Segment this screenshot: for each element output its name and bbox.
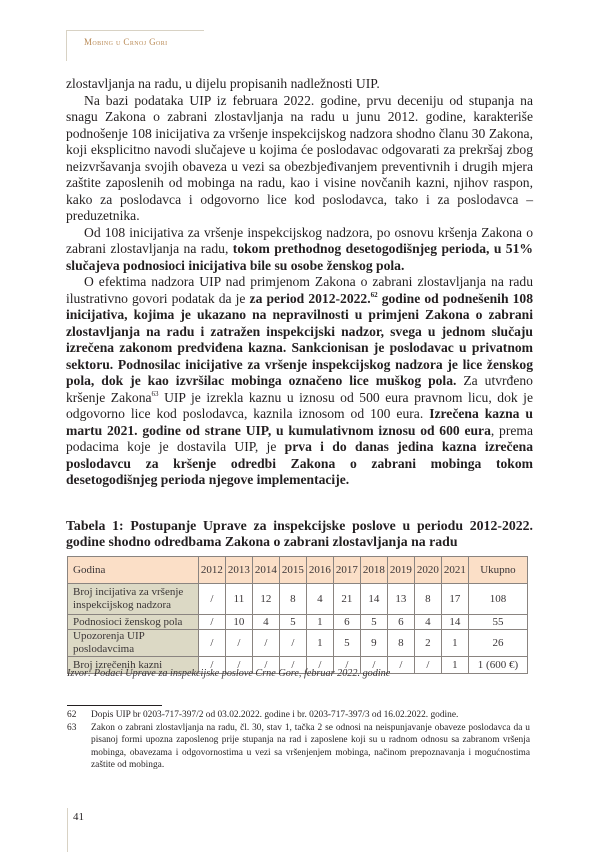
header-cell: 2014	[252, 557, 279, 584]
header-cell: 2016	[306, 557, 333, 584]
table-cell: /	[225, 657, 252, 674]
footnote-63	[67, 722, 530, 772]
paragraph-4-bold-3: prva i do danas jedina kazna izrečena poslodavcu za kršenje odredbi Zakona o zabrani mobinga tokom desetogodišnjeg perioda njegove implementacije.	[66, 439, 533, 487]
footnote-divider	[67, 705, 162, 706]
table-row	[68, 615, 528, 630]
table-cell: /	[333, 657, 360, 674]
table-cell: /	[387, 657, 414, 674]
table-cell: 4	[252, 615, 279, 630]
table-cell: 2	[414, 630, 441, 657]
table-cell: /	[225, 630, 252, 657]
table-cell: /	[252, 657, 279, 674]
table-cell: /	[252, 630, 279, 657]
table-cell: 9	[360, 630, 387, 657]
table-cell: 4	[414, 615, 441, 630]
table-cell: 13	[387, 584, 414, 615]
footnote-number: 62	[67, 710, 77, 720]
table-cell: /	[198, 584, 225, 615]
table-cell-total: 108	[468, 584, 527, 615]
paragraph-3-bold: tokom prethodnog desetogodišnjeg perioda, u 51% slučajeva podnosioci inicijativa bile su osobe ženskog pola.	[66, 241, 533, 273]
table-cell: 4	[306, 584, 333, 615]
data-table	[67, 556, 528, 674]
footnote-ref-62[interactable]: 62	[370, 290, 378, 299]
table-cell: 8	[414, 584, 441, 615]
running-header-title: Mobing u Crnoj Gori	[84, 37, 168, 47]
paragraph-2: Na bazi podataka UIP iz februara 2022. godine, prvu deceniju od stupanja na snagu Zakona o zabrani zlostavljanja na radu u junu 2012. godine, karakteriše podnošenje 108 inicijativa za vršenje inspekcijskog nadzora shodno članu 30 Zakona, koji eksplicitno navodi slučajeve u kojima će poslodavac odgovarati za prekršaj zbog neizvršavanja svojih obaveza u vezi sa obezbjeđivanjem preventivnih i drugih mjera zaštite zaposlenih od mobinga na radu, kao i visine novčanih kazni, njihov raspon, kako za poslodavca i odgovorno lice kod poslodavca, tako i za poslodavca – preduzetnika.	[66, 92, 533, 223]
table-cell: 5	[279, 615, 306, 630]
table-header-row	[68, 557, 528, 584]
table-cell: /	[306, 657, 333, 674]
paragraph-4-text: O efektima nadzora UIP nad primjenom Zakona o zabrani zlostavljanja na radu ilustrativno govori podatak da je	[66, 274, 533, 306]
table-cell: 17	[441, 584, 468, 615]
table-source: Izvor: Podaci Uprave za inspekcijske poslove Crne Gore, februar 2022. godine	[67, 668, 391, 679]
paragraph-4-bold-2: Izrečena kazna u martu 2021. godine od strane UIP, u kumulativnom iznosu od 600 eura	[66, 406, 533, 438]
header-cell: Ukupno	[468, 557, 527, 584]
table-cell: /	[198, 657, 225, 674]
footnote-number: 63	[67, 722, 77, 733]
header-cell: Godina	[68, 557, 199, 584]
header-cell: 2012	[198, 557, 225, 584]
row-label: Upozorenja UIP poslodavcima	[68, 630, 199, 657]
table-cell-total: 26	[468, 630, 527, 657]
paragraph-4	[66, 274, 533, 489]
paragraph-4-text-3: UIP je izrekla kaznu u iznosu od 500 eura pravnom licu, dok je odgovorno lice kod poslodavca, kaznila iznosom od 100 eura.	[66, 389, 533, 421]
table-cell: 6	[333, 615, 360, 630]
paragraph-4-text-2: Za utvrđeno kršenje Zakona	[66, 373, 533, 405]
header-cell: 2015	[279, 557, 306, 584]
period-text: za period 2012-2022.	[249, 290, 371, 306]
body-text	[66, 76, 533, 489]
header-cell: 2013	[225, 557, 252, 584]
footnote-text: Dopis UIP br 0203-717-397/2 od 03.02.2022. godine i br. 0203-717-397/3 od 16.02.2022. godine.	[91, 710, 459, 720]
footnote-text: Zakon o zabrani zlostavljanja na radu, čl. 30, stav 1, tačka 2 se odnosi na neispunjavanje obaveze poslodavca da u pisanoj formi upozna zaposlenog prije stupanja na rad i zaposlene koji su u radnom odnosu sa zabranom vršenja mobinga, obavezama i odgovornostima u vezi sa vršenjenjem mobinga, načinom prepoznavanja i mogućnostima zaštite od mobinga.	[91, 722, 530, 770]
table-cell: 8	[387, 630, 414, 657]
table-cell: 21	[333, 584, 360, 615]
table-cell: 1	[441, 630, 468, 657]
footnote-62	[67, 709, 530, 722]
page-number: 41	[73, 811, 84, 823]
table-cell: 1	[306, 630, 333, 657]
footnotes	[67, 709, 530, 772]
table-cell: 14	[441, 615, 468, 630]
header-cell: 2017	[333, 557, 360, 584]
table-cell-total: 1 (600 €)	[468, 657, 527, 674]
table-cell: 12	[252, 584, 279, 615]
paragraph-3	[66, 225, 533, 275]
table-cell: 5	[333, 630, 360, 657]
paragraph-4-bold-text: godine od podnešenih 108 inicijativa, kojima je ukazano na nepravilnosti u primjeni Zakona o zabrani zlostavljanja na radu i zatražen inspekcijski nadzor, svega u jednom slučaju izrečena zakonom predviđena kazna. Sankcionisan je poslodavac u privatnom sektoru. Podnosilac inicijative za vršenje inspekcijskog nadzora je lice ženskog pola, dok je kao izvršilac mobinga označeno lice muškog pola.	[66, 290, 533, 388]
table-cell-total: 55	[468, 615, 527, 630]
table-cell: 6	[387, 615, 414, 630]
table-cell: 1	[306, 615, 333, 630]
paragraph-4-text-4: , prema podacima koje je dostavila UIP, je	[66, 422, 533, 454]
table-cell: /	[414, 657, 441, 674]
header-cell: 2019	[387, 557, 414, 584]
table-row	[68, 630, 528, 657]
table-cell: /	[360, 657, 387, 674]
header-cell: 2020	[414, 557, 441, 584]
table-cell: 10	[225, 615, 252, 630]
table-cell: 11	[225, 584, 252, 615]
header-cell: 2021	[441, 557, 468, 584]
row-label: Podnosioci ženskog pola	[68, 615, 199, 630]
footnote-ref-63[interactable]: 63	[151, 389, 159, 398]
table-cell: /	[198, 615, 225, 630]
table-caption: Tabela 1: Postupanje Uprave za inspekcijske poslove u periodu 2012-2022. godine shodno odredbama Zakona o zabrani zlostavljanja na radu	[66, 518, 533, 549]
header-cell: 2018	[360, 557, 387, 584]
table-cell: 5	[360, 615, 387, 630]
table-row	[68, 584, 528, 615]
table-cell: /	[279, 630, 306, 657]
table-cell: /	[198, 630, 225, 657]
table-cell: 8	[279, 584, 306, 615]
table-cell: 1	[441, 657, 468, 674]
page-number-rule	[67, 808, 68, 852]
row-label: Broj izrečenih kazni	[68, 657, 199, 674]
row-label: Broj incijativa za vršenje inspekcijskog nadzora	[68, 584, 199, 615]
paragraph-1: zlostavljanja na radu, u dijelu propisanih nadležnosti UIP.	[66, 76, 380, 91]
table-cell: /	[279, 657, 306, 674]
paragraph-3-text: Od 108 inicijativa za vršenje inspekcijskog nadzora, po osnovu kršenja Zakona o zabrani zlostavljanja na radu,	[66, 224, 533, 256]
table-cell: 14	[360, 584, 387, 615]
